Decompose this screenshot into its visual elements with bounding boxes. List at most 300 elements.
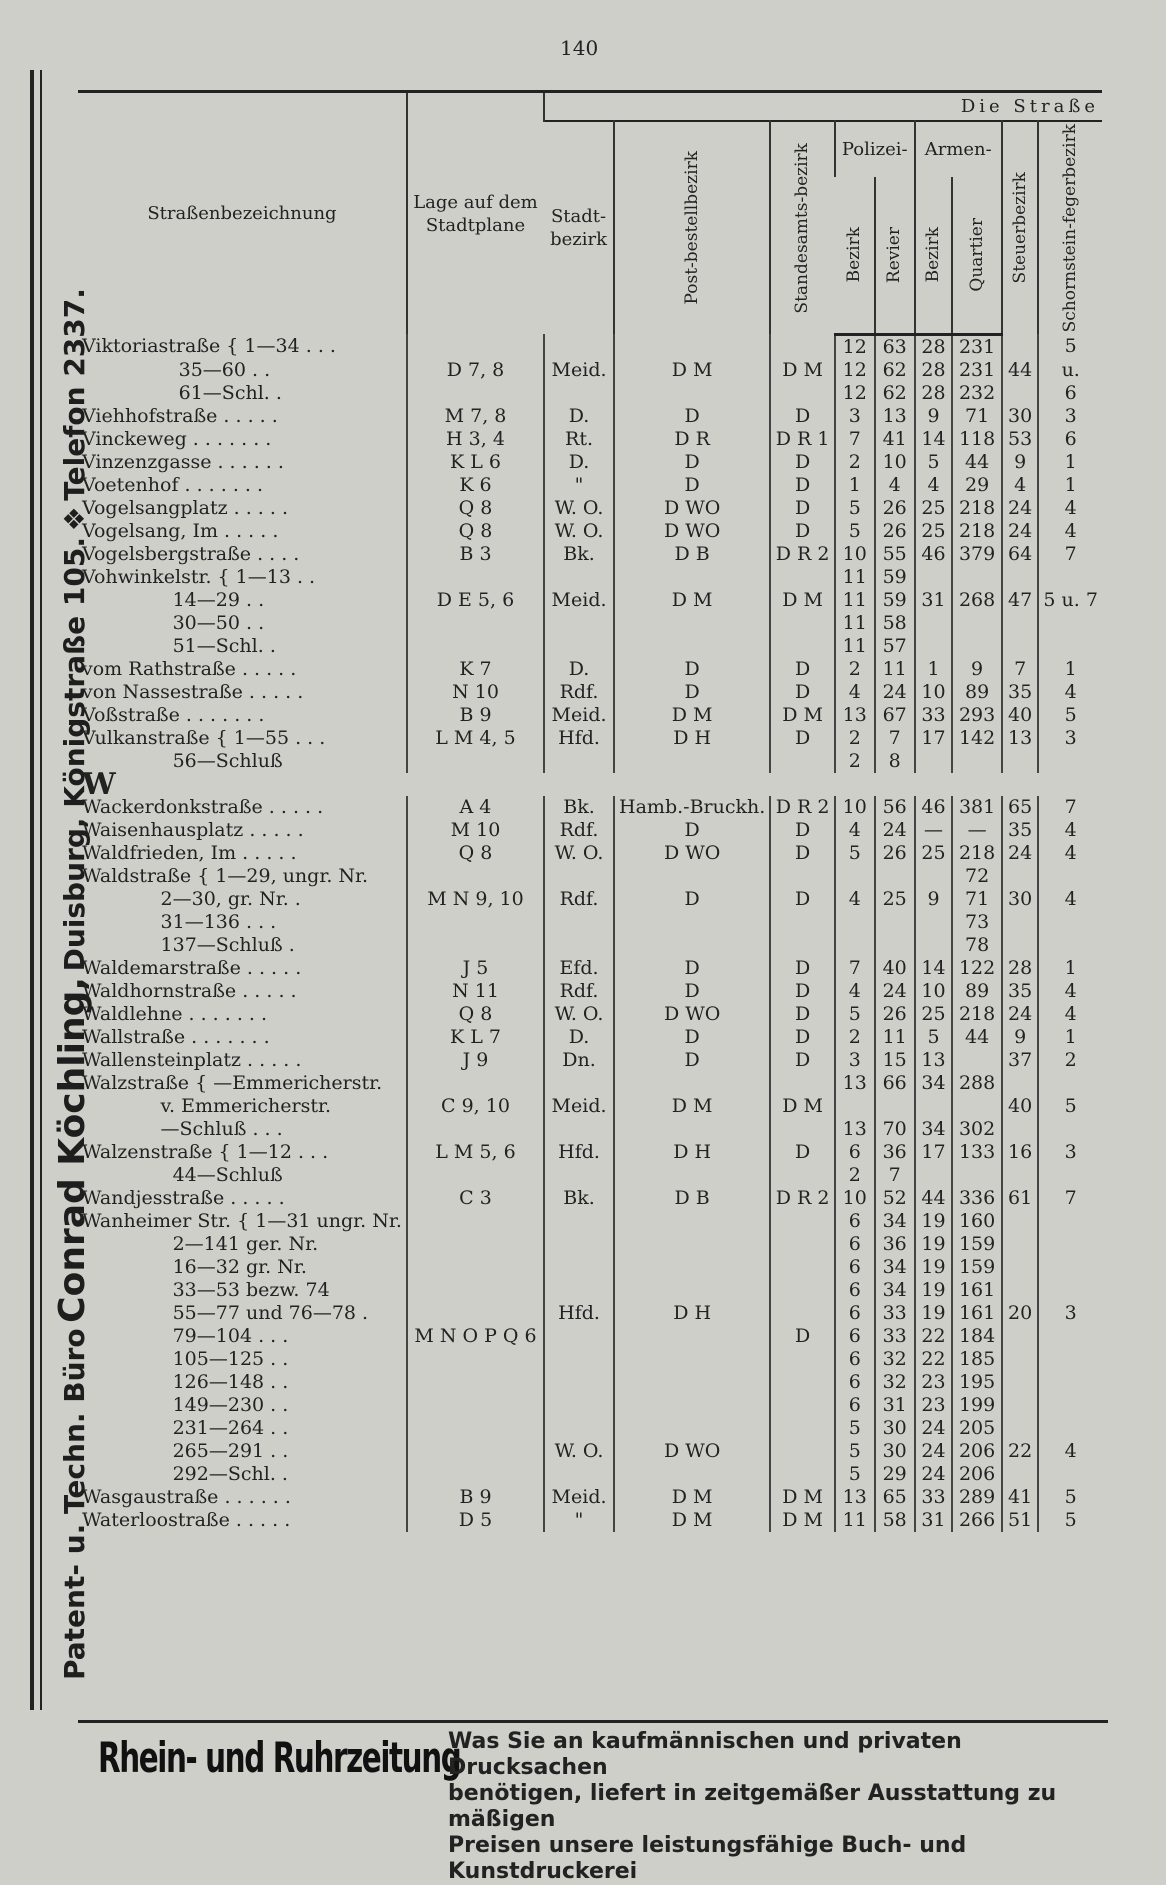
table-cell (407, 1164, 544, 1187)
table-cell (1038, 1118, 1102, 1141)
table-cell: Meid. (544, 589, 614, 612)
table-cell: 5 (835, 520, 875, 543)
table-cell (544, 750, 614, 773)
table-row (78, 566, 1102, 589)
table-cell: D WO (614, 497, 770, 520)
table-cell (614, 1417, 770, 1440)
table-cell: " (544, 1509, 614, 1532)
table-row (78, 1417, 1102, 1440)
table-row (78, 842, 1102, 865)
table-cell (835, 911, 875, 934)
table-cell: 184 (952, 1325, 1001, 1348)
street-name-cell: 14—29 . . (82, 588, 265, 611)
table-cell: H 3, 4 (407, 428, 544, 451)
table-cell (770, 1463, 835, 1486)
table-cell (544, 1118, 614, 1141)
table-cell (770, 1371, 835, 1394)
side-ad-text: Patent- u. Techn. Büro Conrad Köchling, Duisburg, Königstraße 105. ❖ Telefon 2337. (52, 288, 93, 1680)
table-row (78, 1325, 1102, 1348)
table-cell: 11 (835, 589, 875, 612)
table-cell: D (770, 1325, 835, 1348)
table-cell (614, 1233, 770, 1256)
table-cell: 266 (952, 1509, 1001, 1532)
table-cell (544, 1256, 614, 1279)
table-cell (544, 612, 614, 635)
street-name-cell: Wallstraße . . . . . . . (82, 1025, 270, 1048)
table-cell: 28 (915, 382, 953, 405)
table-cell: 78 (952, 934, 1001, 957)
table-cell: 232 (952, 382, 1001, 405)
table-cell: D. (544, 1026, 614, 1049)
table-cell (407, 750, 544, 773)
table-cell: 5 (1038, 1095, 1102, 1118)
table-cell (952, 750, 1001, 773)
table-cell (770, 1072, 835, 1095)
table-cell (544, 934, 614, 957)
table-cell: 33 (915, 1486, 953, 1509)
table-row (78, 1095, 1102, 1118)
table-cell: Bk. (544, 1187, 614, 1210)
table-cell: D (770, 842, 835, 865)
table-row (78, 334, 1102, 359)
table-cell: 25 (875, 888, 915, 911)
table-cell: 13 (915, 1049, 953, 1072)
table-cell: 4 (1002, 474, 1039, 497)
table-cell (407, 1072, 544, 1095)
table-cell: 44 (915, 1187, 953, 1210)
table-cell: 22 (915, 1348, 953, 1371)
table-cell: 3 (1038, 405, 1102, 428)
table-cell: 4 (1038, 497, 1102, 520)
table-cell: Rdf. (544, 819, 614, 842)
table-cell: 1 (915, 658, 953, 681)
table-cell: 34 (875, 1210, 915, 1233)
table-cell: Rdf. (544, 980, 614, 1003)
table-cell: 40 (1002, 704, 1039, 727)
table-cell: D M (614, 1509, 770, 1532)
table-cell: 26 (875, 520, 915, 543)
table-cell (1038, 1256, 1102, 1279)
table-cell (875, 865, 915, 888)
street-name-cell: von Nassestraße . . . . . (82, 680, 304, 703)
table-cell (407, 1118, 544, 1141)
table-cell: 36 (875, 1141, 915, 1164)
table-row (78, 382, 1102, 405)
table-row (78, 750, 1102, 773)
table-cell: 4 (875, 474, 915, 497)
table-row (78, 1210, 1102, 1233)
table-cell: D (614, 888, 770, 911)
table-cell: C 9, 10 (407, 1095, 544, 1118)
table-cell: 14 (915, 957, 953, 980)
table-row (78, 543, 1102, 566)
table-cell: D (770, 727, 835, 750)
table-cell: K L 7 (407, 1026, 544, 1049)
table-cell: 7 (1038, 543, 1102, 566)
table-cell: 10 (835, 543, 875, 566)
table-cell: Bk. (544, 796, 614, 819)
table-cell: 10 (835, 796, 875, 819)
table-cell: 3 (1038, 727, 1102, 750)
table-cell: 6 (835, 1371, 875, 1394)
table-cell (770, 612, 835, 635)
table-cell: Rdf. (544, 681, 614, 704)
table-cell (407, 635, 544, 658)
table-cell: 41 (875, 428, 915, 451)
table-cell: 26 (875, 497, 915, 520)
table-cell (915, 865, 953, 888)
table-cell: 25 (915, 1003, 953, 1026)
street-directory-table (78, 90, 1102, 1532)
table-cell: J 9 (407, 1049, 544, 1072)
street-name-cell: Viktoriastraße { 1—34 . . . (82, 335, 336, 358)
table-cell: B 9 (407, 1486, 544, 1509)
table-cell (407, 1463, 544, 1486)
table-cell: 34 (875, 1256, 915, 1279)
table-cell: 288 (952, 1072, 1001, 1095)
table-cell: 205 (952, 1417, 1001, 1440)
table-cell (614, 750, 770, 773)
table-cell: Meid. (544, 359, 614, 382)
table-cell (1002, 1348, 1039, 1371)
table-cell: D WO (614, 1003, 770, 1026)
table-cell: 5 (1038, 1486, 1102, 1509)
table-cell (1002, 1118, 1039, 1141)
header-polizei-revier: Revier (884, 226, 905, 283)
table-cell: 6 (1038, 428, 1102, 451)
table-cell (1038, 934, 1102, 957)
street-name-cell: Voetenhof . . . . . . . (82, 473, 264, 496)
table-row (78, 1509, 1102, 1532)
table-cell: 44 (952, 451, 1001, 474)
table-cell (1002, 1417, 1039, 1440)
table-cell (544, 566, 614, 589)
street-name-cell: Vogelsangplatz . . . . . (82, 496, 288, 519)
table-cell: 9 (915, 405, 953, 428)
table-cell: 13 (875, 405, 915, 428)
table-cell (770, 1233, 835, 1256)
table-cell: D (770, 681, 835, 704)
street-name-cell: 51—Schl. . (82, 634, 276, 657)
table-row (78, 520, 1102, 543)
table-row (78, 1463, 1102, 1486)
street-name-cell: Waldhornstraße . . . . . (82, 979, 297, 1002)
table-cell: 17 (915, 727, 953, 750)
table-row (78, 658, 1102, 681)
table-cell (770, 1417, 835, 1440)
table-cell: 5 (835, 1417, 875, 1440)
table-row (78, 911, 1102, 934)
table-cell: D H (614, 1302, 770, 1325)
table-cell: 19 (915, 1302, 953, 1325)
table-cell (614, 911, 770, 934)
table-cell: 218 (952, 842, 1001, 865)
table-cell: 58 (875, 1509, 915, 1532)
street-name-cell: 16—32 gr. Nr. (82, 1255, 307, 1278)
table-cell: 5 (915, 1026, 953, 1049)
table-cell: D M (770, 589, 835, 612)
table-cell: 206 (952, 1440, 1001, 1463)
table-cell: 14 (915, 428, 953, 451)
table-cell: 302 (952, 1118, 1001, 1141)
table-cell: 15 (875, 1049, 915, 1072)
table-cell: 7 (1038, 1187, 1102, 1210)
table-cell: D (770, 1049, 835, 1072)
table-row (78, 428, 1102, 451)
table-row (78, 1049, 1102, 1072)
table-cell: K 6 (407, 474, 544, 497)
table-cell: 118 (952, 428, 1001, 451)
table-cell: 62 (875, 359, 915, 382)
table-cell: D H (614, 1141, 770, 1164)
table-cell: D (770, 497, 835, 520)
table-cell: 32 (875, 1371, 915, 1394)
table-cell: D (770, 980, 835, 1003)
street-name-cell: Vogelsang, Im . . . . . (82, 519, 279, 542)
table-cell: 25 (915, 520, 953, 543)
table-cell: 3 (1038, 1302, 1102, 1325)
table-cell (614, 1256, 770, 1279)
table-cell: 62 (875, 382, 915, 405)
table-cell: 4 (835, 819, 875, 842)
table-cell: 24 (875, 980, 915, 1003)
table-cell (1038, 1072, 1102, 1095)
table-cell: 25 (915, 842, 953, 865)
table-cell: 9 (1002, 451, 1039, 474)
table-cell: 52 (875, 1187, 915, 1210)
table-cell (915, 635, 953, 658)
table-cell: D WO (614, 1440, 770, 1463)
table-cell: 6 (835, 1302, 875, 1325)
table-cell (770, 934, 835, 957)
table-cell (544, 1325, 614, 1348)
table-cell: 4 (915, 474, 953, 497)
table-cell: D B (614, 1187, 770, 1210)
side-rule (40, 70, 42, 1710)
table-cell (1002, 612, 1039, 635)
header-steuer: Steuerbezirk (1002, 121, 1039, 334)
table-cell: 12 (835, 334, 875, 359)
table-cell: B 3 (407, 543, 544, 566)
table-cell: D (770, 1003, 835, 1026)
table-cell: D (614, 819, 770, 842)
table-cell: D M (614, 359, 770, 382)
table-cell (770, 382, 835, 405)
header-armen: Armen- (915, 121, 1002, 177)
table-cell: 5 (1038, 704, 1102, 727)
table-cell: 40 (875, 957, 915, 980)
table-cell (835, 865, 875, 888)
street-name-cell: 30—50 . . (82, 611, 265, 634)
table-cell: — (952, 819, 1001, 842)
street-name-cell: 33—53 bezw. 74 (82, 1278, 330, 1301)
table-cell: 46 (915, 796, 953, 819)
table-cell (770, 1164, 835, 1187)
table-cell (614, 612, 770, 635)
table-row (78, 612, 1102, 635)
table-cell: Bk. (544, 543, 614, 566)
table-cell: 2 (835, 1164, 875, 1187)
table-cell: D 5 (407, 1509, 544, 1532)
table-cell (407, 382, 544, 405)
table-cell: Rt. (544, 428, 614, 451)
table-cell (614, 635, 770, 658)
table-cell (614, 1325, 770, 1348)
table-cell: 40 (1002, 1095, 1039, 1118)
table-cell: 4 (1038, 888, 1102, 911)
table-cell: Meid. (544, 1095, 614, 1118)
table-row (78, 1026, 1102, 1049)
street-name-cell: Wallensteinplatz . . . . . (82, 1048, 302, 1071)
table-cell: 30 (875, 1417, 915, 1440)
table-cell: D (770, 474, 835, 497)
table-cell: 19 (915, 1233, 953, 1256)
table-cell: 61 (1002, 1187, 1039, 1210)
table-cell (835, 1095, 875, 1118)
table-cell (770, 1210, 835, 1233)
table-cell (770, 911, 835, 934)
table-cell: D R 1 (770, 428, 835, 451)
table-cell: 133 (952, 1141, 1001, 1164)
table-row (78, 1141, 1102, 1164)
street-name-cell: Vinzenzgasse . . . . . . (82, 450, 284, 473)
table-cell: 6 (835, 1394, 875, 1417)
street-name-cell: —Schluß . . . (82, 1117, 283, 1140)
table-cell: D (614, 658, 770, 681)
table-cell (407, 1233, 544, 1256)
table-cell: 37 (1002, 1049, 1039, 1072)
header-street: Straßenbezeichnung (147, 203, 337, 225)
table-cell: M N O P Q 6 (407, 1325, 544, 1348)
table-cell: 41 (1002, 1486, 1039, 1509)
table-cell (1002, 635, 1039, 658)
table-cell: 3 (1038, 1141, 1102, 1164)
table-cell (1002, 1164, 1039, 1187)
table-cell: 24 (875, 819, 915, 842)
table-cell: 16 (1002, 1141, 1039, 1164)
table-cell: 55 (875, 543, 915, 566)
table-cell: 58 (875, 612, 915, 635)
table-row (78, 1164, 1102, 1187)
table-cell: D M (770, 1486, 835, 1509)
table-cell (544, 1348, 614, 1371)
table-cell: 379 (952, 543, 1001, 566)
table-cell: D M (770, 1095, 835, 1118)
street-name-cell: 231—264 . . (82, 1416, 289, 1439)
table-cell (544, 911, 614, 934)
street-name-cell: Waldfrieden, Im . . . . . (82, 841, 297, 864)
table-cell (770, 1118, 835, 1141)
table-cell: Q 8 (407, 1003, 544, 1026)
street-name-cell: Waldemarstraße . . . . . (82, 956, 302, 979)
table-cell: D (770, 1026, 835, 1049)
street-name-cell: Walzenstraße { 1—12 . . . (82, 1140, 329, 1163)
table-cell: 293 (952, 704, 1001, 727)
street-name-cell: 149—230 . . (82, 1393, 289, 1416)
table-cell: A 4 (407, 796, 544, 819)
page-number: 140 (560, 36, 599, 60)
table-cell: 7 (835, 428, 875, 451)
table-cell: 2 (835, 658, 875, 681)
table-cell: N 10 (407, 681, 544, 704)
table-cell: 36 (875, 1233, 915, 1256)
street-name-cell: 44—Schluß (82, 1163, 283, 1186)
table-cell (407, 1440, 544, 1463)
table-row (78, 1256, 1102, 1279)
table-cell: 4 (1038, 1003, 1102, 1026)
street-name-cell: Waterloostraße . . . . . (82, 1508, 291, 1531)
table-cell: 4 (1038, 1440, 1102, 1463)
table-cell (614, 1463, 770, 1486)
table-cell (770, 1256, 835, 1279)
table-cell: 89 (952, 980, 1001, 1003)
table-cell: 6 (835, 1325, 875, 1348)
table-cell (770, 1394, 835, 1417)
table-row (78, 980, 1102, 1003)
table-cell: D M (614, 1095, 770, 1118)
side-rule (30, 70, 34, 1710)
table-cell: 29 (875, 1463, 915, 1486)
table-cell (1038, 1210, 1102, 1233)
table-cell (952, 1095, 1001, 1118)
table-cell: 1 (1038, 451, 1102, 474)
table-cell: 70 (875, 1118, 915, 1141)
table-cell: Rdf. (544, 888, 614, 911)
table-cell: 28 (915, 359, 953, 382)
table-cell (544, 334, 614, 359)
table-cell: D 7, 8 (407, 359, 544, 382)
table-cell (544, 382, 614, 405)
table-cell: D H (614, 727, 770, 750)
table-cell: B 9 (407, 704, 544, 727)
table-cell (1038, 612, 1102, 635)
street-name-cell: 2—30, gr. Nr. . (82, 887, 301, 910)
table-cell (1002, 1325, 1039, 1348)
table-cell (544, 1072, 614, 1095)
table-cell: 231 (952, 334, 1001, 359)
table-cell (1038, 911, 1102, 934)
table-cell: D (614, 474, 770, 497)
table-cell: 30 (1002, 888, 1039, 911)
table-cell: 5 (915, 451, 953, 474)
street-name-cell: 61—Schl. . (82, 381, 282, 404)
table-cell: K 7 (407, 658, 544, 681)
table-cell: 3 (835, 405, 875, 428)
table-cell: D R 2 (770, 543, 835, 566)
street-name-cell: Viehhofstraße . . . . . (82, 404, 278, 427)
table-cell: 7 (1038, 796, 1102, 819)
table-cell: 59 (875, 589, 915, 612)
table-cell: D (614, 1026, 770, 1049)
table-cell: 7 (835, 957, 875, 980)
table-cell: 5 (835, 1003, 875, 1026)
table-cell (915, 1095, 953, 1118)
table-row (78, 1233, 1102, 1256)
street-name-cell: Wanheimer Str. { 1—31 ungr. Nr. (82, 1209, 402, 1232)
table-cell: 161 (952, 1279, 1001, 1302)
header-armen-quartier: Quartier (966, 218, 987, 292)
table-cell: Q 8 (407, 520, 544, 543)
table-cell: 2 (835, 1026, 875, 1049)
table-cell (1002, 1233, 1039, 1256)
table-cell: 24 (1002, 842, 1039, 865)
table-cell: 218 (952, 1003, 1001, 1026)
table-cell: 2 (835, 727, 875, 750)
table-cell: 71 (952, 888, 1001, 911)
table-cell (1038, 1164, 1102, 1187)
table-cell: 231 (952, 359, 1001, 382)
table-cell (1002, 1279, 1039, 1302)
